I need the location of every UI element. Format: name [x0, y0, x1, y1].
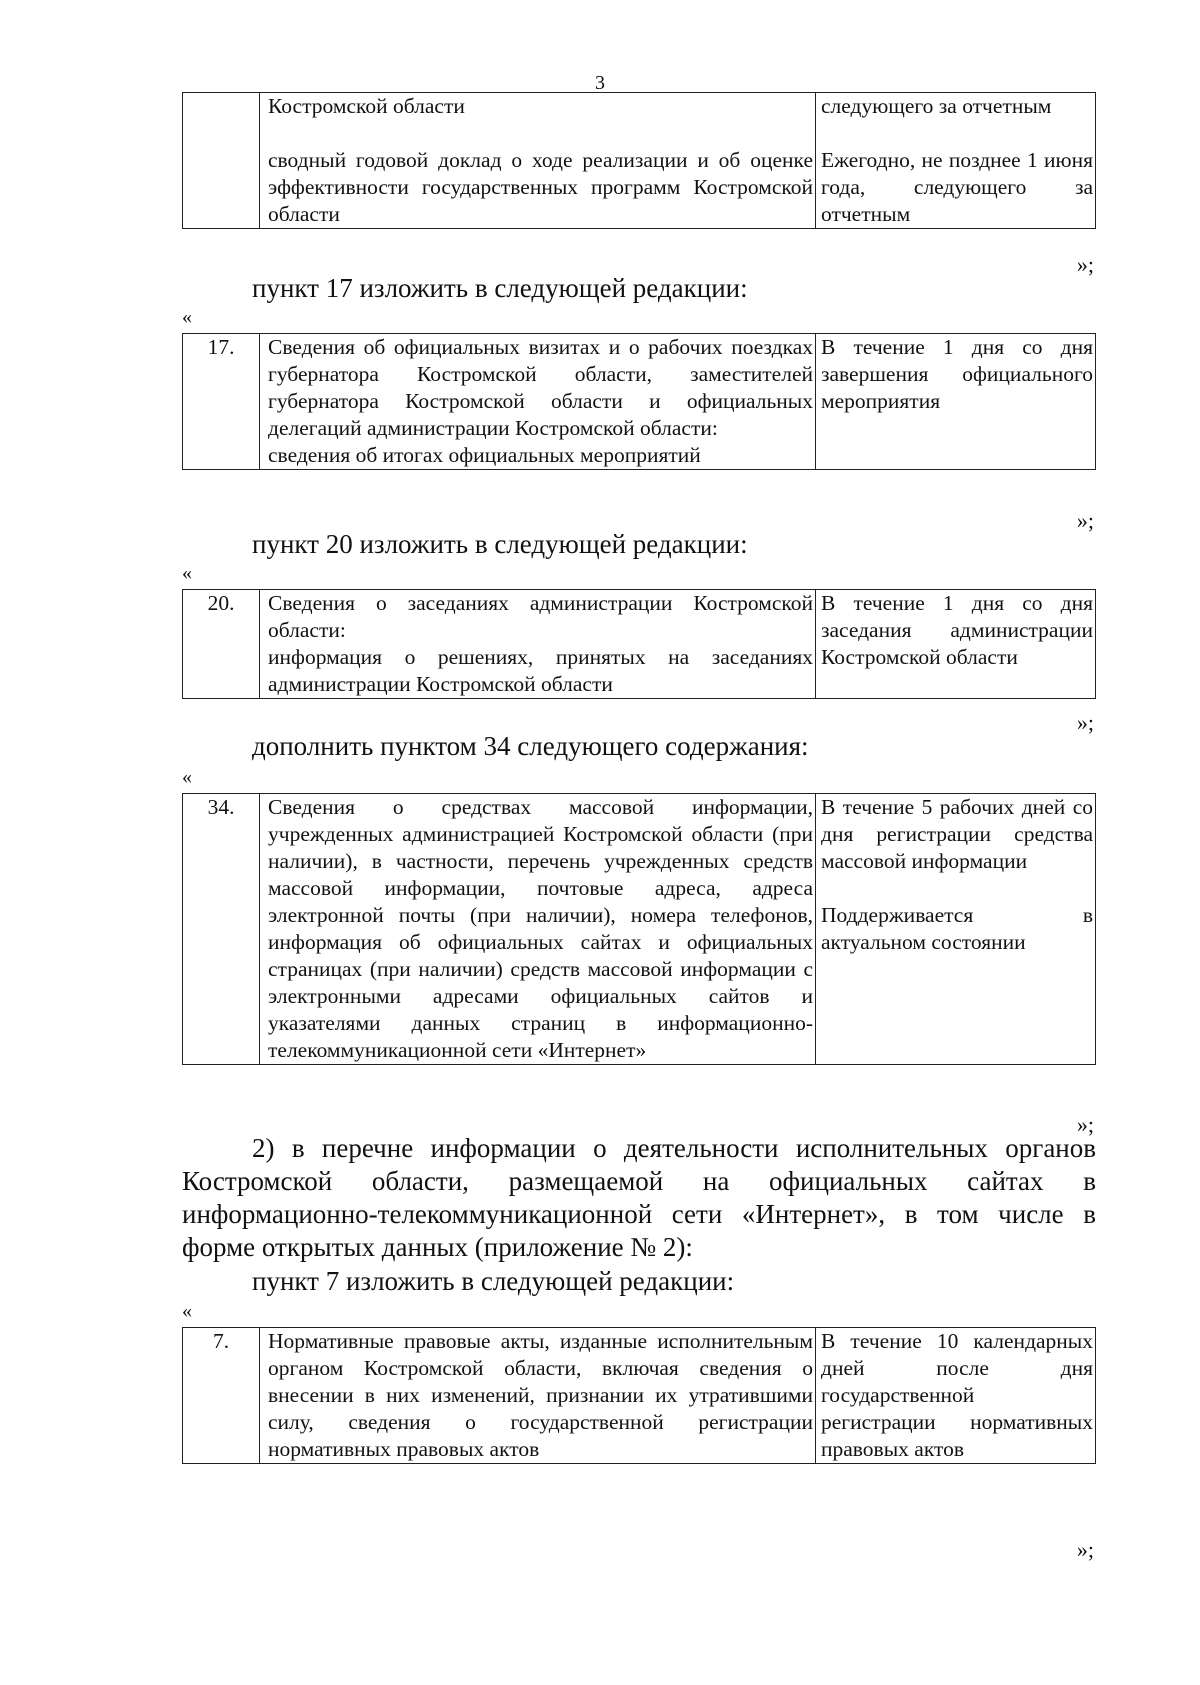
closing-quote: »; [1076, 252, 1094, 277]
number-cell: 7. [183, 1328, 260, 1464]
closing-quote: »; [1076, 710, 1094, 735]
table-row [183, 334, 1096, 470]
table-row [183, 1328, 1096, 1464]
term-line: следующего за отчетным [821, 94, 1052, 118]
term-cell [816, 794, 1096, 1065]
table-row [183, 93, 1096, 229]
text-line: сводный годовой доклад о ходе реализации и об оценке эффективности государственных программ Костромской области [268, 148, 813, 226]
paragraph-2: 2) в перечне информации о деятельности исполнительных органов Костромской области, размещаемой на официальных сайтах в информационно-телекоммуникационной сети «Интернет», в том числе в форме открытых данных (приложение № 2): [182, 1133, 1096, 1262]
text-cell [260, 334, 816, 470]
number-cell [183, 93, 260, 229]
number-cell: 34. [183, 794, 260, 1065]
heading-point-20: пункт 20 изложить в следующей редакции: [252, 529, 748, 559]
page-number: 3 [595, 72, 605, 94]
number-cell: 17. [183, 334, 260, 470]
heading-point-17: пункт 17 изложить в следующей редакции: [252, 273, 748, 303]
term-cell [816, 93, 1096, 229]
table-point-7 [182, 1327, 1096, 1464]
text-line: Костромской области [268, 94, 465, 118]
term-line: В течение 5 рабочих дней со дня регистрации средства массовой информации [821, 795, 1093, 873]
text-line: Сведения об официальных визитах и о рабочих поездках губернатора Костромской области, заместителей губернатора Костромской области и официальных делегаций администрации Костромской области: [268, 335, 813, 440]
table-point-20 [182, 589, 1096, 699]
text-line: сведения об итогах официальных мероприятий [268, 443, 701, 467]
closing-quote: »; [1076, 1112, 1094, 1137]
number-cell: 20. [183, 590, 260, 699]
opening-quote: « [182, 306, 192, 328]
table-row [183, 794, 1096, 1065]
closing-quote: »; [1076, 1537, 1094, 1562]
heading-point-7: пункт 7 изложить в следующей редакции: [252, 1266, 735, 1296]
text-cell: Сведения о средствах массовой информации, учрежденных администрацией Костромской области (при наличии), в частности, перечень учрежденных средств массовой информации, почтовые адреса, адреса электронной почты (при наличии), номера телефонов, информация об официальных сайтах и официальных страницах (при наличии) средств массовой информации с электронными адресами официальных сайтов и указателями данных страниц в информационно-телекоммуникационной сети «Интернет» [260, 794, 816, 1065]
text-cell: Нормативные правовые акты, изданные исполнительным органом Костромской области, включая сведения о внесении в них изменений, признании их утратившими силу, сведения о государственной регистрации нормативных правовых актов [260, 1328, 816, 1464]
text-cell [260, 590, 816, 699]
heading-point-34: дополнить пунктом 34 следующего содержания: [252, 731, 809, 761]
table-point-17 [182, 333, 1096, 470]
term-line: Поддерживается в актуальном состоянии [821, 903, 1093, 954]
opening-quote: « [182, 766, 192, 788]
opening-quote: « [182, 1300, 192, 1322]
term-cell: В течение 1 дня со дня заседания администрации Костромской области [816, 590, 1096, 699]
text-line: информация о решениях, принятых на заседаниях администрации Костромской области [268, 645, 813, 696]
table-row [183, 590, 1096, 699]
closing-quote: »; [1076, 508, 1094, 533]
term-line: Ежегодно, не позднее 1 июня года, следующего за отчетным [821, 148, 1093, 226]
opening-quote: « [182, 562, 192, 584]
table-point-34 [182, 793, 1096, 1065]
table-continuation [182, 92, 1096, 229]
term-cell: В течение 1 дня со дня завершения официального мероприятия [816, 334, 1096, 470]
text-line: Сведения о заседаниях администрации Костромской области: [268, 591, 813, 642]
text-cell [260, 93, 816, 229]
term-cell: В течение 10 календарных дней после дня государственной регистрации нормативных правовых актов [816, 1328, 1096, 1464]
